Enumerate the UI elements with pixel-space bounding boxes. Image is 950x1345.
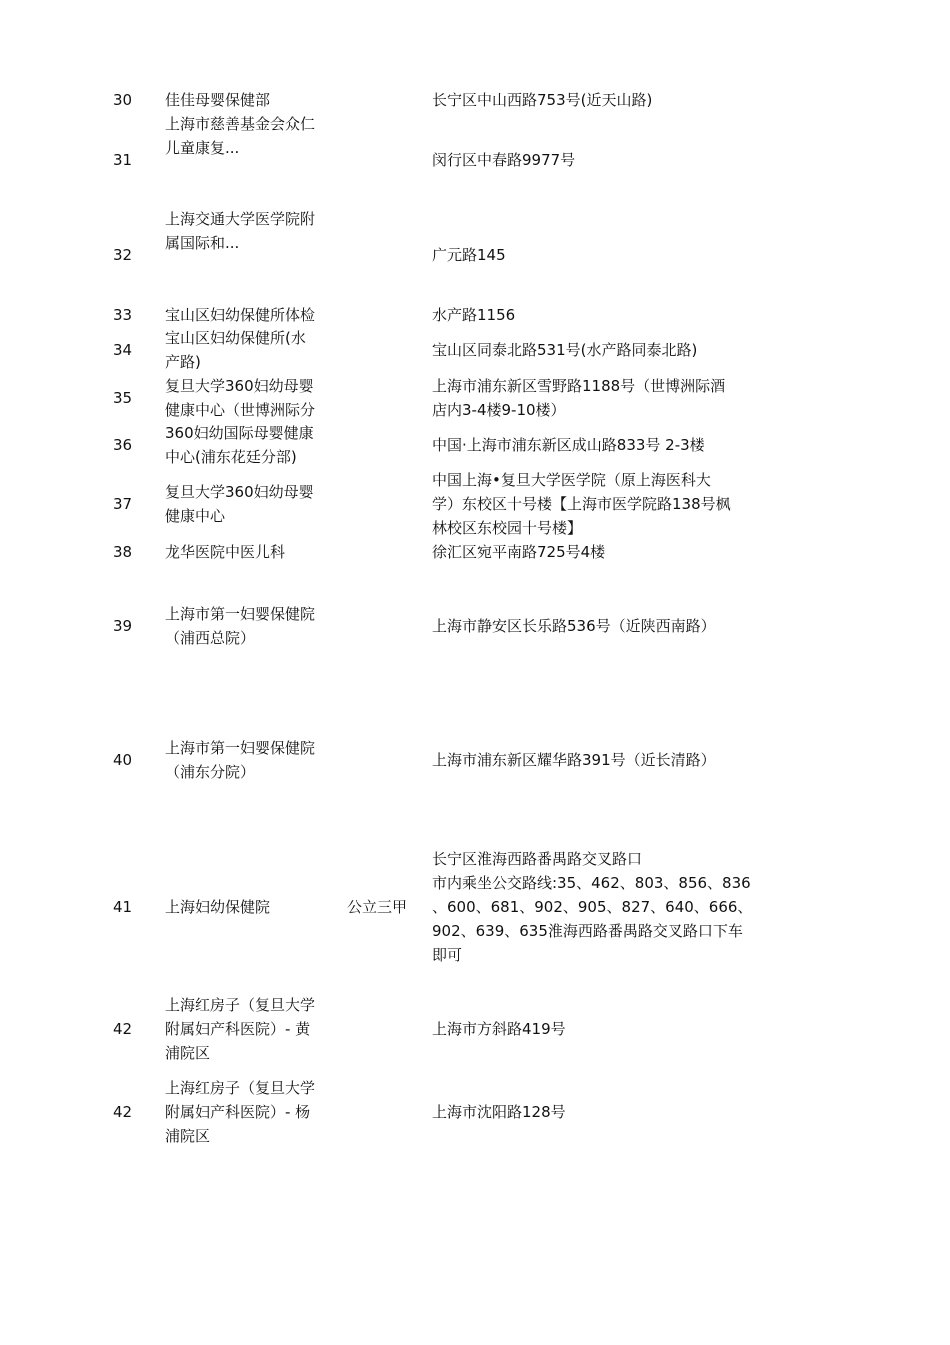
row-number: 33 <box>113 306 133 324</box>
hospital-address: 长宁区中山西路753号(近天山路) <box>432 91 653 109</box>
row-number: 30 <box>113 91 133 109</box>
row-number: 42 <box>113 1020 133 1038</box>
hospital-address: 中国上海•复旦大学医学院（原上海医科大 学）东校区十号楼【上海市医学院路138号枫 林校区东校园十号楼】 <box>432 471 731 537</box>
row-number: 36 <box>113 436 133 454</box>
row-number: 39 <box>113 617 133 635</box>
hospital-name: 360妇幼国际母婴健康 中心(浦东花廷分部) <box>165 424 314 466</box>
row-number: 31 <box>113 151 133 169</box>
row-number: 34 <box>113 341 133 359</box>
hospital-address: 水产路1156 <box>432 306 516 324</box>
hospital-address: 上海市浦东新区雪野路1188号（世博洲际酒 店内3-4楼9-10楼） <box>432 377 726 419</box>
hospital-name: 上海妇幼保健院 <box>165 898 271 916</box>
hospital-name: 上海市慈善基金会众仁 儿童康复... <box>165 115 316 157</box>
hospital-name: 上海市第一妇婴保健院 （浦西总院） <box>165 605 316 647</box>
hospital-name: 复旦大学360妇幼母婴 健康中心 <box>165 483 314 525</box>
hospital-address: 上海市静安区长乐路536号（近陕西南路） <box>432 617 716 635</box>
hospital-level: 公立三甲 <box>347 898 408 916</box>
hospital-address: 上海市浦东新区耀华路391号（近长清路） <box>432 751 716 769</box>
hospital-name: 宝山区妇幼保健所体检 <box>165 306 316 324</box>
hospital-name: 上海红房子（复旦大学 附属妇产科医院）- 杨 浦院区 <box>165 1079 316 1145</box>
hospital-name: 上海交通大学医学院附 属国际和... <box>165 210 316 252</box>
hospital-address: 宝山区同泰北路531号(水产路同泰北路) <box>432 341 698 359</box>
hospital-name: 复旦大学360妇幼母婴 健康中心（世博洲际分 <box>165 377 316 419</box>
hospital-address: 徐汇区宛平南路725号4楼 <box>432 543 606 561</box>
hospital-name: 上海红房子（复旦大学 附属妇产科医院）- 黄 浦院区 <box>165 996 316 1062</box>
hospital-address: 广元路145 <box>432 246 506 264</box>
row-number: 32 <box>113 246 133 264</box>
hospital-name: 佳佳母婴保健部 <box>165 91 271 109</box>
hospital-address: 长宁区淮海西路番禺路交叉路口 市内乘坐公交路线:35、462、803、856、836 、600、681、902、905、827、640、666、 902、639、635淮海西路番禺路交叉路口下车 即可 <box>432 850 753 964</box>
hospital-address: 中国·上海市浦东新区成山路833号 2-3楼 <box>432 436 705 454</box>
hospital-address: 闵行区中春路9977号 <box>432 151 576 169</box>
row-number: 40 <box>113 751 133 769</box>
hospital-name: 宝山区妇幼保健所(水 产路) <box>165 329 306 371</box>
row-number: 38 <box>113 543 133 561</box>
row-number: 42 <box>113 1103 133 1121</box>
row-number: 37 <box>113 495 133 513</box>
row-number: 41 <box>113 898 133 916</box>
hospital-name: 上海市第一妇婴保健院 （浦东分院） <box>165 739 316 781</box>
hospital-address: 上海市沈阳路128号 <box>432 1103 566 1121</box>
row-number: 35 <box>113 389 133 407</box>
hospital-address: 上海市方斜路419号 <box>432 1020 566 1038</box>
hospital-name: 龙华医院中医儿科 <box>165 543 286 561</box>
